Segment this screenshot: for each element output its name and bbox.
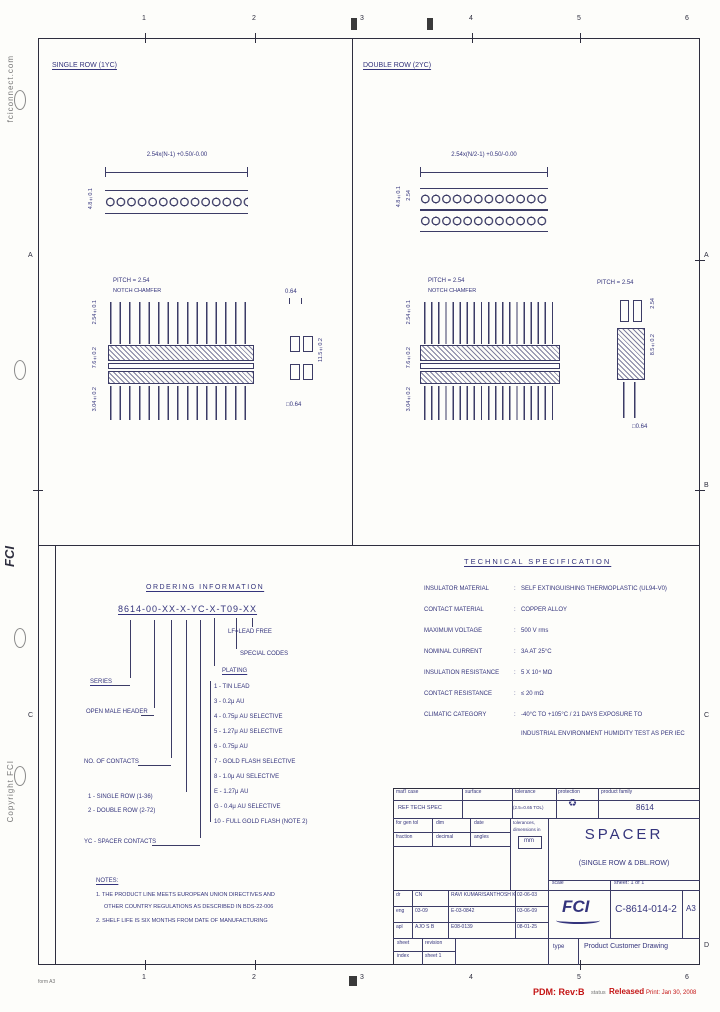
- zone-tick: [145, 960, 146, 970]
- connector-top-view-row1: [420, 188, 548, 210]
- grid-line: [556, 788, 557, 818]
- sign-role: eng: [396, 908, 405, 914]
- grid-line: [393, 890, 700, 891]
- zone-col-label: 4: [469, 974, 473, 981]
- scale-label: scale: [552, 880, 564, 886]
- spec-label: CONTACT RESISTANCE: [424, 691, 493, 697]
- dim-pin-square: □0.64: [632, 424, 648, 430]
- zone-col-label: 6: [685, 15, 689, 22]
- dim-tick: [301, 298, 302, 304]
- grid-line: [578, 938, 579, 965]
- sign-date: 08-01-25: [517, 924, 538, 930]
- dim-line: [420, 172, 548, 173]
- grid-line: [412, 890, 413, 938]
- dim-tick: [420, 167, 421, 177]
- spec-label: INSULATOR MATERIAL: [424, 586, 490, 592]
- zone-tick: [695, 260, 705, 261]
- sign-date: 02-06-03: [517, 892, 538, 898]
- ordering-title: ORDERING INFORMATION: [146, 584, 265, 591]
- fraction-label: fraction: [396, 834, 413, 840]
- material-value: REF TECH SPEC: [398, 805, 442, 811]
- front-view-bottom-pins: [110, 386, 250, 420]
- grid-line: [393, 906, 548, 907]
- grid-line: [448, 890, 449, 938]
- tree-line: [130, 620, 131, 678]
- dim-pin-top: 2.54±0.1: [406, 300, 412, 325]
- dim-line: [105, 172, 248, 173]
- product-family-label: product family: [601, 789, 633, 795]
- spec-value: 3A AT 25°C: [521, 649, 552, 655]
- leadfree-label: LF=LEAD FREE: [228, 629, 272, 635]
- zone-col-label: 3: [360, 974, 364, 981]
- front-view-gap: [108, 363, 254, 369]
- grid-line: [510, 818, 511, 890]
- fci-logo-vertical: FCI: [2, 546, 17, 567]
- zone-row-label: A: [28, 252, 33, 259]
- plating-item: 8 - 1.0μ AU SELECTIVE: [214, 774, 280, 780]
- dim-row-width: 4.8±0.1: [396, 186, 402, 208]
- row-option: 1 - SINGLE ROW (1-36): [88, 794, 153, 800]
- spec-value: COPPER ALLOY: [521, 607, 568, 613]
- side-view-pin: [620, 300, 629, 322]
- tolerance-value: (2.5=0.65 TOL): [513, 805, 544, 810]
- plating-item: G - 0.4μ AU SELECTIVE: [214, 804, 281, 810]
- zone-row-label: C: [28, 712, 34, 719]
- zone-col-label: 5: [577, 974, 581, 981]
- connector-top-view: [105, 190, 248, 214]
- sheet-label: sheet: [397, 940, 410, 946]
- spec-value: -40°C TO +105°C / 21 DAYS EXPOSURE TO: [521, 712, 643, 718]
- sign-date: 03-06-09: [517, 908, 538, 914]
- dim-body: 7.6±0.2: [406, 347, 412, 369]
- tree-line: [171, 620, 172, 758]
- special-codes-label: SPECIAL CODES: [240, 651, 289, 657]
- dim-tail: 3.04±0.2: [92, 387, 98, 412]
- margin-line: [55, 545, 56, 965]
- sign-ref: E08-0139: [451, 924, 473, 930]
- grid-line: [393, 832, 510, 833]
- tree-line: [152, 845, 200, 846]
- front-view-body-lower: [420, 371, 560, 384]
- zone-col-label: 2: [252, 15, 256, 22]
- tree-line: [252, 618, 253, 627]
- fold-mark: [349, 976, 357, 986]
- website-vertical-text: fciconnect.com: [6, 55, 15, 123]
- spec-value: SELF EXTINGUISHING THERMOPLASTIC (UL94-V0): [521, 586, 667, 592]
- dim-side: 2.54: [650, 298, 656, 309]
- dim-body: 7.6±0.2: [92, 347, 98, 369]
- angles-label: angles: [474, 834, 489, 840]
- grid-line: [393, 951, 455, 952]
- sheet-size: A3: [686, 904, 696, 913]
- spec-value: 5 X 10⁴ MΩ: [521, 670, 553, 676]
- tree-line: [214, 618, 215, 666]
- dim-tick: [247, 167, 248, 177]
- dim-length-label: 2.54x(N-1) +0.50/-0.00: [146, 152, 208, 158]
- spec-value-continued: INDUSTRIAL ENVIRONMENT HUMIDITY TEST AS PER IEC: [521, 731, 685, 737]
- type-value: Product Customer Drawing: [584, 943, 669, 950]
- sign-ref: E-03-0842: [451, 908, 475, 914]
- zone-col-label: 4: [469, 15, 473, 22]
- doc-number: C-8614-014-2: [615, 904, 677, 915]
- note-line: OTHER COUNTRY REGULATIONS AS DESCRIBED IN BDS-22-006: [104, 904, 274, 910]
- index-label: index: [397, 953, 409, 959]
- side-view-pin: [303, 336, 313, 352]
- spec-label: INSULATION RESISTANCE: [424, 670, 500, 676]
- tree-line: [154, 620, 155, 708]
- note-line: 1. THE PRODUCT LINE MEETS EUROPEAN UNION DIRECTIVES AND: [96, 892, 275, 898]
- product-title: SPACER: [584, 826, 664, 843]
- zone-row-label: B: [704, 482, 709, 489]
- print-info: Print: Jan 30, 2008: [646, 990, 697, 996]
- fold-mark: [14, 628, 26, 648]
- side-pitch-label: PITCH = 2.54: [597, 280, 634, 286]
- zone-col-label: 1: [142, 974, 146, 981]
- plating-title: PLATING: [222, 668, 248, 674]
- spec-label: CONTACT MATERIAL: [424, 607, 484, 613]
- plating-item: 10 - FULL GOLD FLASH (NOTE 2): [214, 819, 308, 825]
- zone-col-label: 6: [685, 974, 689, 981]
- side-view-tails: [623, 382, 639, 418]
- dim-tick: [105, 167, 106, 177]
- zone-col-label: 3: [360, 15, 364, 22]
- zone-col-label: 1: [142, 15, 146, 22]
- fold-mark: [14, 360, 26, 380]
- side-view-pin: [633, 300, 642, 322]
- panel-title: DOUBLE ROW (2YC): [363, 62, 432, 69]
- spacer-contacts-label: YC - SPACER CONTACTS: [84, 839, 157, 845]
- techspec-title: TECHNICAL SPECIFICATION: [464, 557, 612, 566]
- side-view-body: [617, 328, 645, 380]
- grid-line: [393, 938, 700, 939]
- zone-tick: [580, 33, 581, 43]
- side-view-pin: [303, 364, 313, 380]
- protection-label: protection: [558, 789, 580, 795]
- front-view-top-pins: [424, 302, 558, 344]
- dim-pin-square: □0.64: [286, 402, 302, 408]
- tolerance-label: tolerance: [515, 789, 536, 795]
- grid-line: [462, 788, 463, 818]
- connector-top-view-row2: [420, 210, 548, 232]
- fci-logo-swoosh: [556, 917, 600, 924]
- grid-line: [610, 880, 611, 890]
- grid-line: [393, 800, 700, 801]
- type-label: type: [553, 944, 565, 950]
- spec-separator: :: [514, 586, 516, 592]
- plating-item: 1 - TIN LEAD: [214, 684, 250, 690]
- pdm-revision-stamp: PDM: Rev:B: [533, 987, 585, 997]
- series-value: OPEN MALE HEADER: [86, 709, 148, 715]
- front-view-bottom-pins: [424, 386, 558, 420]
- zone-row-label: A: [704, 252, 709, 259]
- zone-row-label: D: [704, 942, 710, 949]
- grid-line: [393, 846, 510, 847]
- side-view-pin: [290, 336, 300, 352]
- fold-mark: [427, 18, 433, 30]
- sign-by: 03-09: [415, 908, 428, 914]
- tol-dims-label: tolerances,: [513, 820, 536, 825]
- product-family-value: 8614: [636, 803, 654, 812]
- sign-role: dr: [396, 892, 401, 898]
- zone-tick: [145, 33, 146, 43]
- dim-tick: [547, 167, 548, 177]
- tree-line: [186, 620, 187, 792]
- dim-tail: 3.04±0.2: [406, 387, 412, 412]
- grid-line: [455, 938, 456, 965]
- zone-col-label: 2: [252, 974, 256, 981]
- product-subtitle: (SINGLE ROW & DBL.ROW): [578, 860, 670, 867]
- dim-pin-label: 0.64: [285, 289, 297, 295]
- zone-tick: [33, 490, 43, 491]
- grid-line: [598, 788, 599, 818]
- zone-row-label: C: [704, 712, 710, 719]
- revision-label: revision: [425, 940, 443, 946]
- dim-pin-top: 2.54±0.1: [92, 300, 98, 325]
- notch-label: NOTCH CHAMFER: [113, 288, 162, 294]
- status-value: Released: [609, 987, 645, 996]
- spec-separator: :: [514, 607, 516, 613]
- grid-line: [470, 818, 471, 846]
- sign-by: AJO S B: [415, 924, 435, 930]
- decimal-label: decimal: [436, 834, 454, 840]
- series-label: SERIES: [90, 679, 113, 685]
- dim-tick: [289, 298, 290, 304]
- spec-label: MAXIMUM VOLTAGE: [424, 628, 483, 634]
- plating-item: 4 - 0.75μ AU SELECTIVE: [214, 714, 283, 720]
- fold-mark: [351, 18, 357, 30]
- sign-by: CN: [415, 892, 423, 898]
- dim-row-width: 4.8±0.1: [88, 188, 94, 210]
- tree-line: [200, 620, 201, 838]
- recycle-icon: ♻: [568, 798, 577, 809]
- spec-separator: :: [514, 670, 516, 676]
- status-label: status: [591, 990, 606, 996]
- zone-tick: [255, 960, 256, 970]
- grid-line: [432, 818, 433, 846]
- units-value: mm: [524, 838, 534, 844]
- sheet-of-label: sheet: 1 of 1: [614, 880, 645, 886]
- fci-logo: FCI: [562, 897, 590, 916]
- tree-line: [112, 685, 130, 686]
- plating-item: E - 1.27μ AU: [214, 789, 249, 795]
- sheet-number: sheet 1: [425, 953, 442, 959]
- fold-mark: [14, 90, 26, 110]
- notes-title: NOTES:: [96, 878, 119, 884]
- copyright-vertical-text: Copyright FCI: [6, 760, 15, 823]
- material-label: mat'l case: [396, 789, 419, 795]
- spec-value: ≤ 20 mΩ: [521, 691, 544, 697]
- zone-tick: [255, 33, 256, 43]
- panel-title: SINGLE ROW (1YC): [52, 62, 117, 69]
- front-view-gap: [420, 363, 560, 369]
- tree-line: [138, 765, 171, 766]
- pitch-label: PITCH = 2.54: [113, 278, 150, 284]
- pitch-label: PITCH = 2.54: [428, 278, 465, 284]
- date-label: date: [474, 820, 484, 826]
- dim-height: 8.5±0.2: [650, 334, 656, 356]
- spec-separator: :: [514, 691, 516, 697]
- spec-value: 500 V rms: [521, 628, 549, 634]
- sign-ref: RAVI KUMAR/SANTHOSH K: [451, 892, 516, 898]
- spec-label: NOMINAL CURRENT: [424, 649, 483, 655]
- front-view-top-pins: [110, 302, 250, 344]
- front-view-body: [108, 345, 254, 361]
- dim-height: 11.5±0.2: [318, 338, 324, 362]
- plating-item: 6 - 0.75μ AU: [214, 744, 248, 750]
- panel-divider-line: [352, 38, 353, 545]
- row-option: 2 - DOUBLE ROW (2-72): [88, 808, 156, 814]
- plating-item: 3 - 0.2μ AU: [214, 699, 245, 705]
- spec-label: CLIMATIC CATEGORY: [424, 712, 487, 718]
- contacts-label: NO. OF CONTACTS: [84, 759, 139, 765]
- dim-label: dim: [436, 820, 445, 826]
- spec-separator: :: [514, 628, 516, 634]
- plating-item: 5 - 1.27μ AU SELECTIVE: [214, 729, 283, 735]
- fold-mark: [14, 766, 26, 786]
- grid-line: [393, 922, 548, 923]
- zone-tick: [472, 33, 473, 43]
- surface-label: surface: [465, 789, 482, 795]
- dim-length-label: 2.54x(N/2-1) +0.50/-0.00: [451, 152, 517, 158]
- grid-line: [682, 890, 683, 938]
- dim-row-pitch: 2.54: [406, 190, 412, 201]
- tree-line: [210, 681, 211, 822]
- zone-col-label: 5: [577, 15, 581, 22]
- tol-dims-label: dimensions in: [513, 827, 541, 832]
- section-divider-line: [38, 545, 700, 546]
- spec-separator: :: [514, 649, 516, 655]
- grid-line: [393, 818, 700, 819]
- side-view-pin: [290, 364, 300, 380]
- front-view-body: [420, 345, 560, 361]
- front-view-body-lower: [108, 371, 254, 384]
- zone-tick: [695, 490, 705, 491]
- plating-item: 7 - GOLD FLASH SELECTIVE: [214, 759, 296, 765]
- note-line: 2. SHELF LIFE IS SIX MONTHS FROM DATE OF MANUFACTURING: [96, 918, 268, 924]
- part-number: 8614-00-XX-X-YC-X-T09-XX: [118, 604, 258, 614]
- form-label: form A3: [38, 979, 56, 985]
- sign-role: apl: [396, 924, 403, 930]
- notch-label: NOTCH CHAMFER: [428, 288, 477, 294]
- spec-separator: :: [514, 712, 516, 718]
- grid-line: [512, 788, 513, 818]
- gen-tol-label: for gen tol: [396, 820, 419, 826]
